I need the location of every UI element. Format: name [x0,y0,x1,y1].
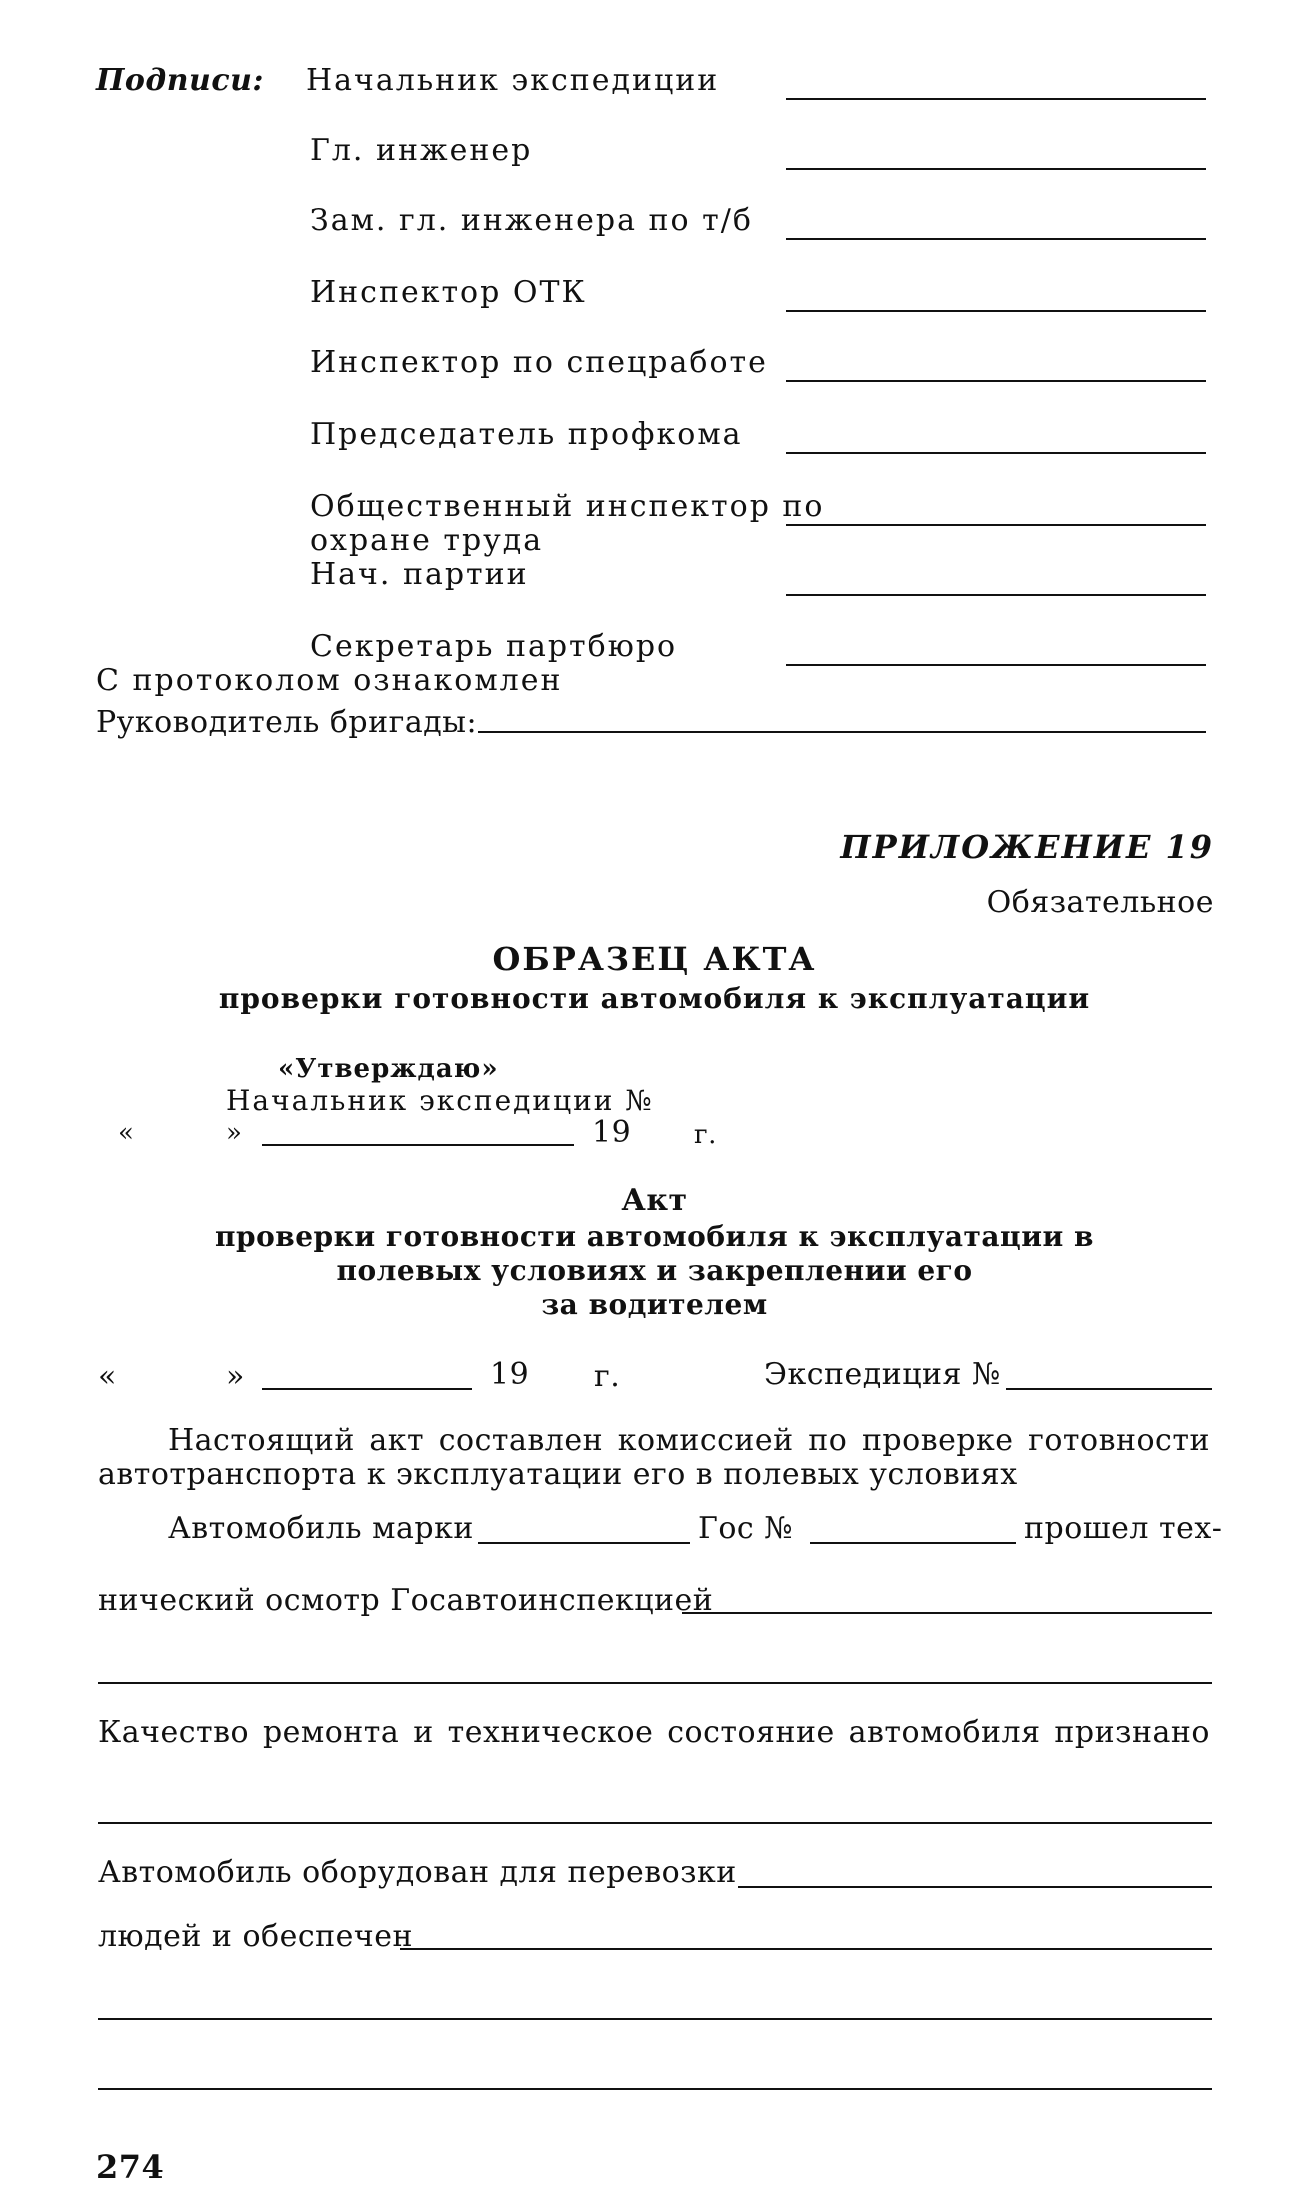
signature-line [786,664,1206,666]
word: Настоящий [168,1423,355,1458]
signature-line [786,168,1206,170]
blank-line [98,2088,1212,2090]
word: комиссией [617,1423,794,1458]
sample-subtitle: проверки готовности автомобиля к эксплуатации [218,982,1091,1015]
word: готовности [1028,1423,1210,1458]
role-trade-union-chair: Председатель профкома [310,417,743,452]
date-close-quote: » [226,1359,245,1394]
para1-line2: автотранспорта к эксплуатации его в полевых условиях [98,1457,1018,1492]
role-deputy-chief-engineer: Зам. гл. инженера по т/б [310,203,753,238]
appendix-title: ПРИЛОЖЕНИЕ 19 [840,828,1214,866]
word: состояние [667,1715,835,1750]
word: Качество [98,1715,250,1750]
date-year: 19 [490,1357,530,1392]
blank-line [98,2018,1212,2020]
brigade-leader-label: Руководитель бригады: [96,705,478,740]
para1-line1 [168,1424,1210,1458]
word: и [413,1715,434,1750]
signature-line [786,452,1206,454]
signature-line [786,524,1206,526]
word: по [808,1423,848,1458]
act-title: Акт [621,1183,688,1218]
inspection-label: нический осмотр Госавтоинспекцией [98,1583,714,1618]
approval-label: «Утверждаю» [278,1054,499,1084]
gos-number-line [810,1542,1016,1544]
date-line [262,1388,472,1390]
signature-line [478,731,1206,733]
date-line [262,1144,574,1146]
signature-line [786,380,1206,382]
inspection-line [682,1612,1212,1614]
approval-year: 19 [592,1115,632,1150]
page-number: 274 [96,2148,165,2186]
gos-number-label: Гос № [698,1511,794,1546]
act-line1: проверки готовности автомобиля к эксплуатации в [215,1220,1094,1253]
role-public-inspector-cont: охране труда [310,523,544,558]
signature-line [786,98,1206,100]
role-party-secretary: Секретарь партбюро [310,629,678,664]
word: техническое [447,1715,654,1750]
act-line2: полевых условиях и закреплении его [336,1254,973,1287]
passed-label: прошел тех- [1024,1511,1223,1546]
approval-g: г. [694,1120,717,1150]
equipped-label: Автомобиль оборудован для перевозки [98,1855,737,1890]
word: признано [1054,1715,1210,1750]
expedition-number-line [1006,1388,1212,1390]
word: автомобиля [848,1715,1041,1750]
approval-close-quote: » [226,1118,243,1148]
date-open-quote: « [98,1359,117,1394]
signature-line [786,238,1206,240]
car-brand-label: Автомобиль марки [168,1511,474,1546]
approval-head: Начальник экспедиции № [226,1084,654,1117]
word: проверке [861,1423,1014,1458]
quality-line [98,1716,1210,1750]
role-otk-inspector: Инспектор ОТК [310,275,587,310]
approval-open-quote: « [118,1118,135,1148]
provided-label: людей и обеспечен [98,1919,413,1954]
role-special-work-inspector: Инспектор по спецработе [310,345,768,380]
appendix-status: Обязательное [986,885,1214,920]
car-brand-line [478,1542,690,1544]
blank-line [98,1822,1212,1824]
sample-title: ОБРАЗЕЦ АКТА [492,940,817,978]
expedition-label: Экспедиция № [764,1357,1001,1392]
signatures-label: Подписи: [96,63,264,98]
act-line3: за водителем [541,1288,768,1321]
provided-line [400,1948,1212,1950]
blank-line [98,1682,1212,1684]
signature-line [786,594,1206,596]
date-g: г. [594,1359,621,1394]
equipped-line [738,1886,1212,1888]
role-chief-engineer: Гл. инженер [310,133,533,168]
acquainted-text: С протоколом ознакомлен [96,663,563,698]
signature-line [786,310,1206,312]
word: составлен [438,1423,604,1458]
word: акт [369,1423,425,1458]
role-expedition-head: Начальник экспедиции [306,63,720,98]
role-public-inspector: Общественный инспектор по [310,489,825,524]
word: ремонта [262,1715,400,1750]
role-party-head: Нач. партии [310,557,529,592]
